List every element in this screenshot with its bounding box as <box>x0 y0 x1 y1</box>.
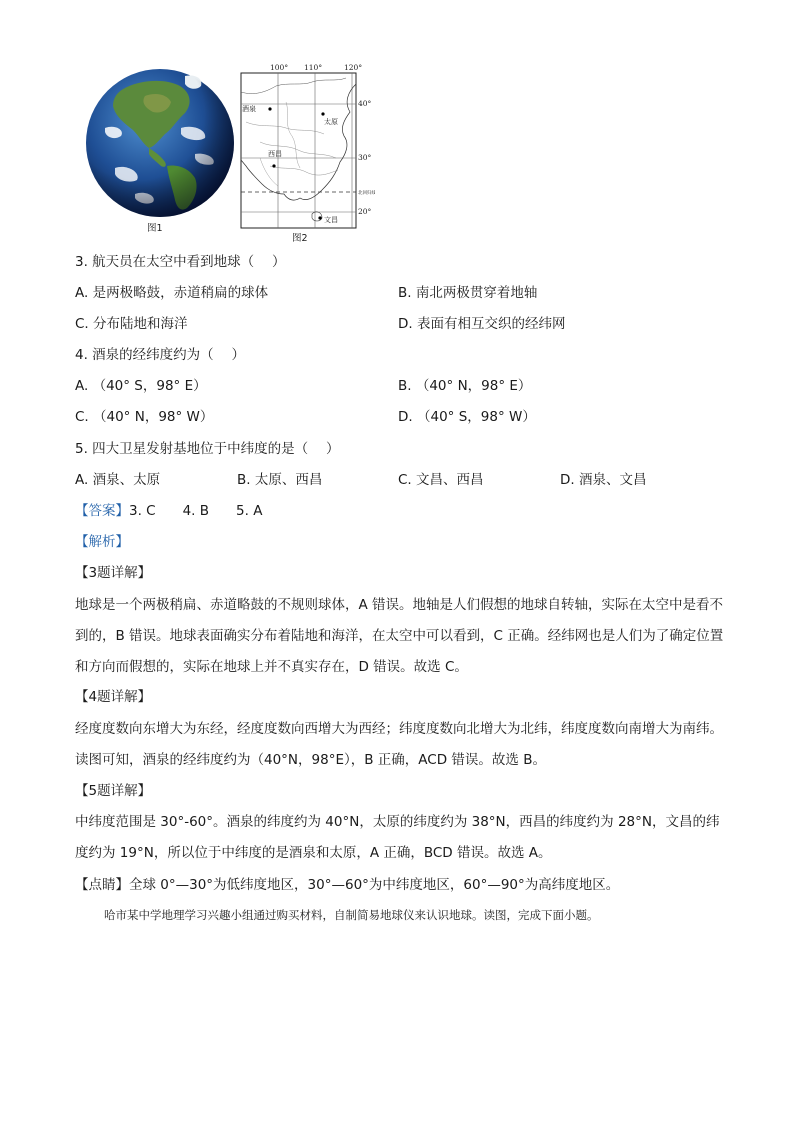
analysis-tag: 【解析】 <box>75 534 129 550</box>
q5-option-d: D. 酒泉、文昌 <box>560 472 647 488</box>
earth-globe-image <box>85 68 235 218</box>
lat-label-40: 40° <box>358 99 372 108</box>
figure-2-map <box>240 62 375 230</box>
city-taiyuan: 太原 <box>324 118 338 126</box>
answer-tag: 【答案】 <box>75 503 129 519</box>
tip-text: 全球 0°—30°为低纬度地区，30°—60°为中纬度地区，60°—90°为高纬度地区。 <box>129 877 620 893</box>
q4-option-c: C. （40° N，98° W） <box>75 409 214 425</box>
lon-label-120: 120° <box>344 63 363 72</box>
detail-4-text: 经度度数向东增大为东经，经度度数向西增大为西经；纬度度数向北增大为北纬，纬度度数向南增大为南纬。读图可知，酒泉的经纬度约为（40°N，98°E），B 正确，ACD 错误。故选 B。 <box>75 721 723 768</box>
city-jiuquan: 酒泉 <box>242 105 256 113</box>
q5-option-b: B. 太原、西昌 <box>237 472 323 488</box>
tip-tag: 【点睛】 <box>75 877 129 893</box>
detail-5-tag: 【5题详解】 <box>75 783 152 799</box>
jiuquan-dot <box>268 107 271 110</box>
detail-4-tag: 【4题详解】 <box>75 689 152 705</box>
lon-label-100: 100° <box>270 63 289 72</box>
next-group-intro: 哈市某中学地理学习兴趣小组通过购买材料，自制简易地球仪来认识地球。读图，完成下面小题。 <box>104 908 599 922</box>
lon-label-110: 110° <box>304 63 323 72</box>
china-map-svg <box>240 62 375 230</box>
tropic-label: 北回归线 <box>358 191 375 196</box>
q3-option-d: D. 表面有相互交织的经纬网 <box>398 316 566 332</box>
answer-line <box>75 501 262 521</box>
q5-stem: 5. 四大卫星发射基地位于中纬度的是（ ） <box>75 441 340 457</box>
city-xichang: 西昌 <box>268 150 282 158</box>
city-wenchang: 文昌 <box>324 216 338 224</box>
wenchang-dot <box>318 216 321 219</box>
taiyuan-dot <box>321 112 324 115</box>
q3-option-a: A. 是两极略鼓，赤道稍扁的球体 <box>75 285 269 301</box>
q4-stem: 4. 酒泉的经纬度约为（ ） <box>75 347 245 363</box>
lat-label-20: 20° <box>358 207 372 216</box>
q4-option-d: D. （40° S，98° W） <box>398 409 536 425</box>
answer-text: 3. C 4. B 5. A <box>129 503 263 519</box>
q5-option-a: A. 酒泉、太原 <box>75 472 161 488</box>
detail-3-text: 地球是一个两极稍扁、赤道略鼓的不规则球体，A 错误。地轴是人们假想的地球自转轴，实际在太空中是看不到的，B 错误。地球表面确实分布着陆地和海洋，在太空中可以看到，C 正确。经纬网也是人们为了确定位置和方向而假想的，实际在地球上并不真实存在，D 错误。故选 C。 <box>75 597 724 675</box>
lat-label-30: 30° <box>358 153 372 162</box>
q3-stem: 3. 航天员在太空中看到地球（ ） <box>75 254 286 270</box>
q4-option-b: B. （40° N，98° E） <box>398 378 532 394</box>
q3-option-c: C. 分布陆地和海洋 <box>75 316 188 332</box>
detail-3-tag: 【3题详解】 <box>75 565 152 581</box>
detail-5-text: 中纬度范围是 30°-60°。酒泉的纬度约为 40°N，太原的纬度约为 38°N，西昌的纬度约为 28°N，文昌的纬度约为 19°N，所以位于中纬度的是酒泉和太原，A 正确，BCD 错误。故选 A。 <box>75 814 720 861</box>
q3-option-b: B. 南北两极贯穿着地轴 <box>398 285 538 301</box>
xichang-dot <box>272 164 275 167</box>
figure-2-caption: 图2 <box>292 233 308 244</box>
tip-line <box>75 875 619 895</box>
q5-option-c: C. 文昌、西昌 <box>398 472 484 488</box>
figure-1-globe <box>85 68 235 218</box>
q4-option-a: A. （40° S，98° E） <box>75 378 207 394</box>
figure-1-caption: 图1 <box>147 223 163 234</box>
